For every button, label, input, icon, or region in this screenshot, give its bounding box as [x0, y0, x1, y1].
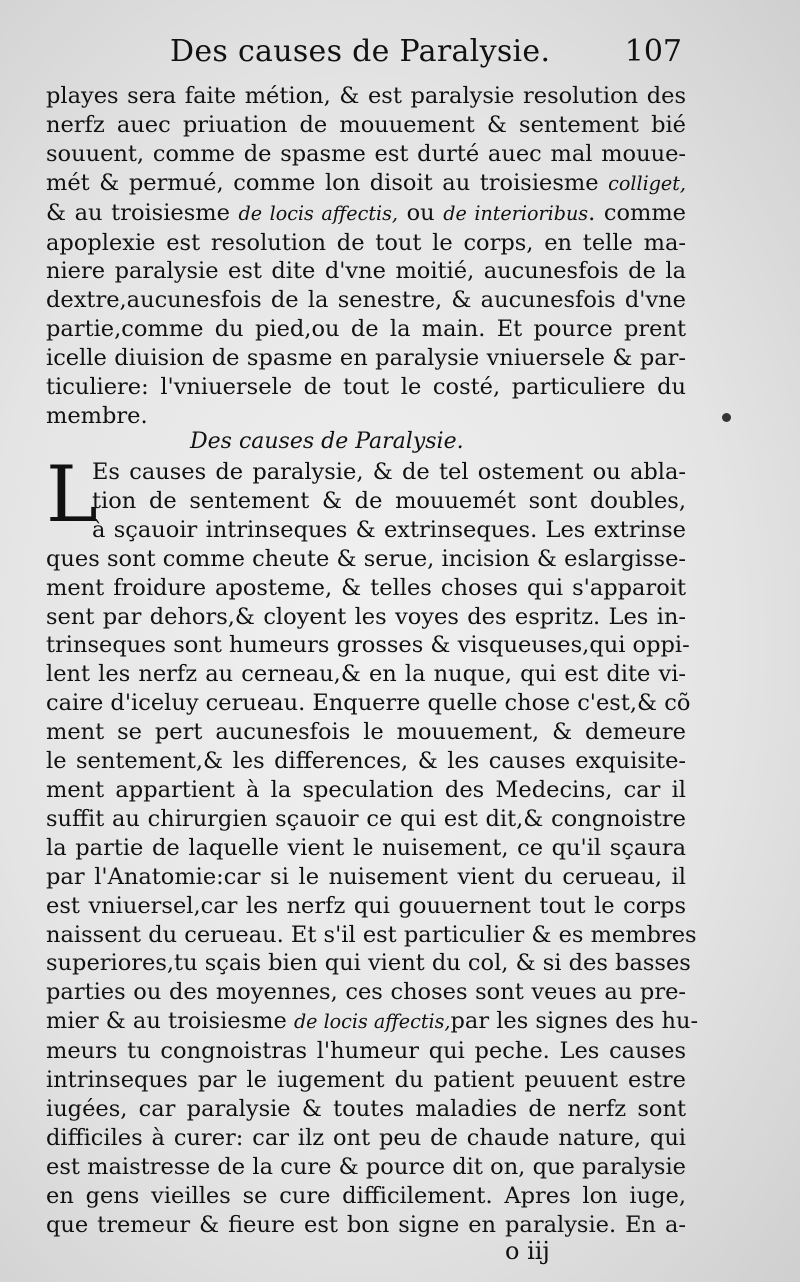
- text-line: apoplexie est resolution de tout le corps, en telle ma-: [46, 229, 686, 256]
- text-line: ment froidure aposteme, & telles choses qui s'apparoit: [46, 574, 686, 601]
- text-line: sent par dehors,& cloyent les voyes des espritz. Les in-: [46, 603, 686, 630]
- paragraph-1: [46, 82, 686, 431]
- text-line: superiores,tu sçais bien qui vient du col, & si des basses: [46, 950, 691, 977]
- drop-capital: L: [46, 450, 98, 540]
- text-line: ques sont comme cheute & serue, incision & eslargisse-: [46, 545, 686, 572]
- text-line: à sçauoir intrinseques & extrinseques. Les extrinse: [92, 516, 686, 543]
- text-line: est vniuersel,car les nerfz qui gouuernent tout le corps: [46, 892, 686, 919]
- italic-term: de locis affectis,: [238, 201, 398, 225]
- text-line: le sentement,& les differences, & les causes exquisite-: [46, 748, 686, 775]
- text-line: [46, 199, 686, 229]
- text-segment: ou: [406, 199, 435, 226]
- text-segment: par les signes des hu-: [450, 1008, 699, 1035]
- text-line: trinseques sont humeurs grosses & visqueuses,qui oppi-: [46, 632, 690, 659]
- text-segment: mier & au troisiesme: [46, 1008, 287, 1035]
- italic-term: de interioribus: [443, 201, 589, 225]
- text-segment: . comme: [588, 199, 686, 226]
- text-line: par l'Anatomie:car si le nuisement vient du cerueau, il: [46, 863, 686, 890]
- page-header: [0, 30, 800, 74]
- text-line: icelle diuision de spasme en paralysie vniuersele & par-: [46, 345, 686, 372]
- text-line: suffit au chirurgien sçauoir ce qui est dit,& congnoistre: [46, 805, 686, 832]
- text-line: est maistresse de la cure & pource dit on, que paralysie: [46, 1153, 686, 1180]
- page-number: 107: [624, 34, 682, 69]
- text-line: en gens vieilles se cure difficilement. Apres lon iuge,: [46, 1182, 686, 1209]
- text-line: intrinseques par le iugement du patient peuuent estre: [46, 1067, 686, 1094]
- text-line: ment appartient à la speculation des Medecins, car il: [46, 776, 686, 803]
- text-line: nerfz auec priuation de mouuement & sentement bié: [46, 111, 686, 138]
- text-line: souuent, comme de spasme est durté auec mal mouue-: [46, 140, 686, 167]
- text-line: difficiles à curer: car ilz ont peu de chaude nature, qui: [46, 1124, 686, 1151]
- text-segment: & au troisiesme: [46, 199, 230, 226]
- text-line: naissent du cerueau. Et s'il est particulier & es membres: [46, 921, 697, 948]
- text-line: la partie de laquelle vient le nuisement, ce qu'il sçaura: [46, 834, 686, 861]
- text-line: lent les nerfz au cerneau,& en la nuque, qui est dite vi-: [46, 661, 686, 688]
- section-heading: Des causes de Paralysie.: [190, 429, 464, 454]
- text-line: tion de sentement & de mouuemét sont doubles,: [92, 487, 686, 514]
- text-line: parties ou des moyennes, ces choses sont veues au pre-: [46, 979, 686, 1006]
- signature-mark: o iij: [505, 1237, 550, 1265]
- text-line: caire d'iceluy cerueau. Enquerre quelle chose c'est,& cõ: [46, 690, 691, 717]
- italic-term: colliget,: [608, 171, 686, 195]
- text-line: Es causes de paralysie, & de tel ostement ou abla-: [92, 459, 686, 485]
- text-line: iugées, car paralysie & toutes maladies de nerfz sont: [46, 1095, 686, 1122]
- text-line: que tremeur & fieure est bon signe en paralysie. En a-: [46, 1211, 686, 1238]
- text-line: ticuliere: l'vniuersele de tout le costé, particuliere du: [46, 374, 686, 401]
- text-line: meurs tu congnoistras l'humeur qui peche. Les causes: [46, 1038, 686, 1065]
- text-line: [46, 169, 686, 199]
- text-line: membre.: [46, 402, 148, 429]
- text-line: dextre,aucunesfois de la senestre, & aucunesfois d'vne: [46, 287, 686, 314]
- paragraph-2: [46, 450, 699, 1239]
- text-line: niere paralysie est dite d'vne moitié, aucunesfois de la: [46, 258, 686, 285]
- text-segment: mét & permué, comme lon disoit au troisiesme: [46, 169, 599, 196]
- text-line: playes sera faite métion, & est paralysie resolution des: [46, 83, 686, 109]
- text-line: partie,comme du pied,ou de la main. Et pource prent: [46, 316, 686, 343]
- ink-spot: [722, 413, 731, 422]
- text-line: [46, 1007, 699, 1037]
- text-line: ment se pert aucunesfois le mouuement, & demeure: [46, 719, 686, 746]
- running-head: Des causes de Paralysie.: [170, 34, 551, 69]
- italic-term: de locis affectis,: [293, 1010, 451, 1034]
